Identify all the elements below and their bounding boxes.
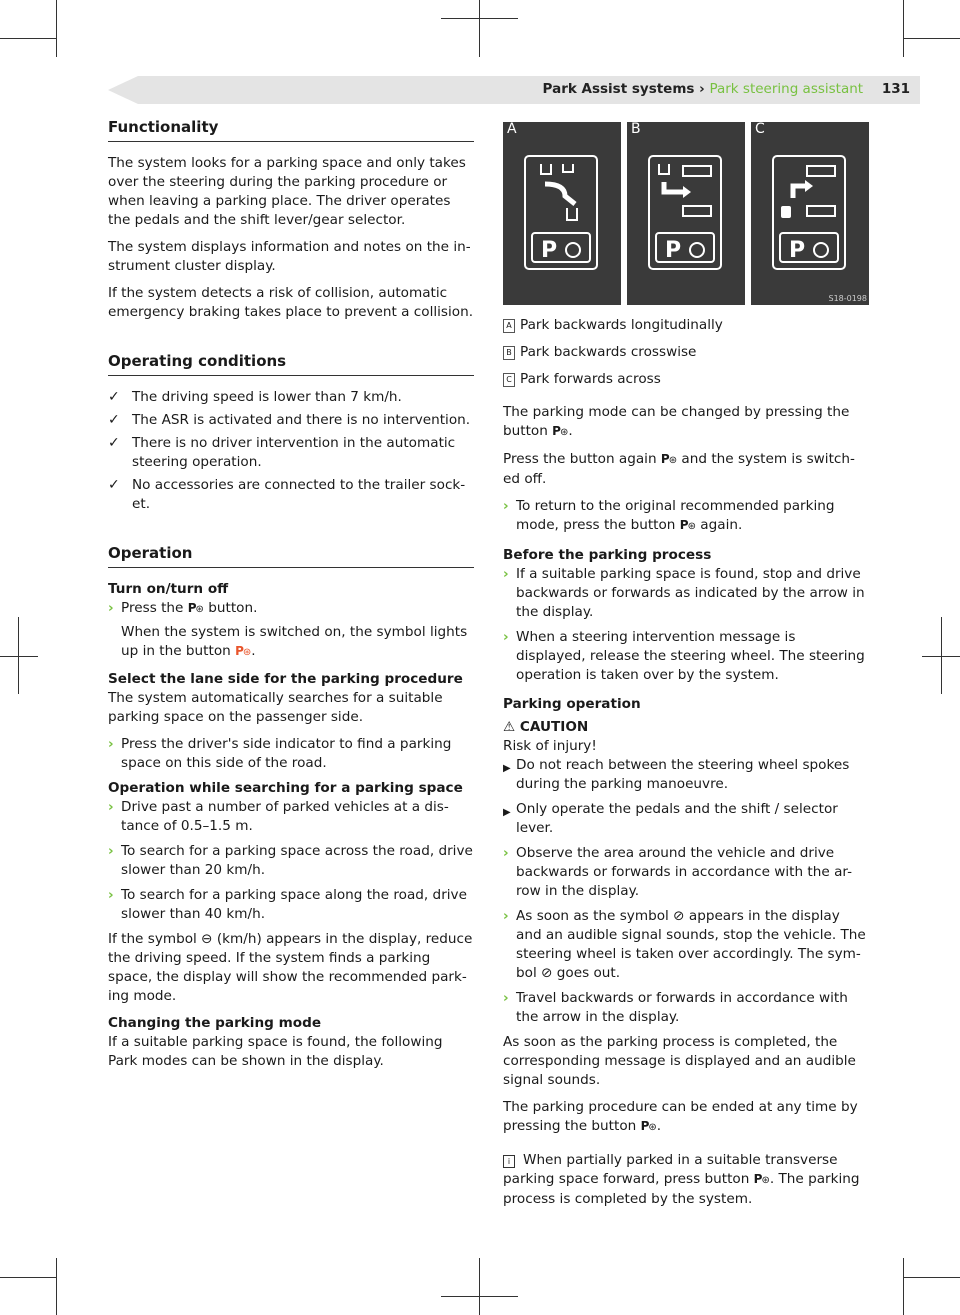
caution-item: ▶ Do not reach between the steering wheel spokes during the parking manoeuvre. — [503, 757, 850, 792]
caution-subtitle: Risk of injury! — [503, 738, 597, 754]
chevron-right-icon: › — [503, 566, 509, 582]
legend-key: C — [503, 373, 515, 387]
chevron-right-icon: › — [108, 600, 114, 616]
figure-panel-c — [751, 122, 869, 305]
steering-wheel-icon: ⊛ — [668, 455, 678, 466]
change-paragraph: If a suitable parking space is found, the following Park modes can be shown in the display. — [108, 1034, 443, 1069]
end-paragraph: The parking procedure can be ended at any time by pressing the button P⊛. — [503, 1099, 858, 1134]
parking-title: Parking operation — [503, 696, 641, 712]
svg-text:P: P — [665, 238, 682, 263]
figure-label-a: A — [507, 121, 517, 137]
breadcrumb-separator: › — [699, 81, 705, 97]
warning-triangle-icon: ⚠ — [503, 719, 516, 735]
crop-mark — [0, 1277, 57, 1278]
chevron-right-icon: › — [108, 799, 114, 815]
park-button-icon: P — [235, 644, 243, 658]
park-button-icon: P — [753, 1172, 762, 1186]
functionality-p2: The system displays information and notes on the in-strument cluster display. — [108, 239, 471, 274]
steering-wheel-icon: ⊛ — [242, 647, 252, 658]
chevron-right-icon: › — [108, 887, 114, 903]
complete-paragraph: As soon as the parking process is completed, the corresponding message is displayed and an audible signal sounds. — [503, 1034, 856, 1088]
note-paragraph: i When partially parked in a suitable transverse parking space forward, press button P⊛. The parking process is completed by the system. — [503, 1152, 860, 1207]
turn-title: Turn on/turn off — [108, 581, 229, 597]
chevron-right-icon: › — [503, 845, 509, 861]
crop-mark — [56, 0, 57, 57]
svg-text:P: P — [541, 238, 558, 263]
crop-mark — [903, 0, 904, 57]
figure-panel-a — [503, 122, 621, 305]
page-number: 131 — [881, 81, 910, 97]
legend-item: B Park backwards crosswise — [503, 343, 869, 362]
functionality-p3: If the system detects a risk of collision, automatic emergency braking takes place to prevent a collision. — [108, 285, 474, 320]
check-icon: ✓ — [108, 435, 120, 451]
turn-bullet: › Press the P⊛ button. — [108, 599, 474, 619]
search-bullet: › To search for a parking space across the road, drive slower than 20 km/h. — [108, 843, 473, 878]
header-subsection: Park steering assistant — [709, 81, 864, 97]
check-icon: ✓ — [108, 412, 120, 428]
caution-title: ⚠ CAUTION — [503, 719, 589, 735]
crop-mark — [903, 38, 960, 39]
chevron-right-icon: › — [108, 843, 114, 859]
lane-paragraph: The system automatically searches for a suitable parking space on the passenger side. — [108, 690, 443, 725]
condition-item: ✓ The ASR is activated and there is no intervention. — [108, 412, 471, 428]
legend-item: C Park forwards across — [503, 370, 869, 389]
legend-item: A Park backwards longitudinally — [503, 316, 869, 335]
crop-mark — [903, 1258, 904, 1315]
crop-mark — [479, 0, 480, 57]
search-bullet: › To search for a parking space along the road, drive slower than 40 km/h. — [108, 887, 467, 922]
park-button-icon: P — [552, 424, 560, 438]
crop-mark — [0, 656, 38, 657]
observe-bullet: › Observe the area around the vehicle and drive backwards or forwards in accordance with the ar-row in the display. — [503, 845, 853, 899]
switched-note: When the system is switched on, the symbol lights up in the button P⊛. — [121, 624, 468, 659]
before-title: Before the parking process — [503, 547, 712, 563]
steering-wheel-icon: ⊛ — [648, 1122, 657, 1133]
change-title: Changing the parking mode — [108, 1015, 322, 1031]
operation-heading: Operation — [108, 544, 474, 568]
crop-mark — [441, 18, 518, 19]
crop-mark — [903, 1277, 960, 1278]
crop-mark — [922, 656, 960, 657]
functionality-heading: Functionality — [108, 118, 474, 142]
park-forwards-across-diagram — [751, 122, 869, 305]
legend-key: B — [503, 346, 515, 360]
travel-bullet: › Travel backwards or forwards in accordance with the arrow in the display. — [503, 990, 848, 1025]
functionality-p1: The system looks for a parking space and only takes over the steering during the parking procedure or when leaving a parking place. The driver operates the pedals and the shift lever/gear selector. — [108, 155, 466, 228]
figure-label-c: C — [755, 121, 765, 137]
park-button-icon: P — [660, 452, 669, 466]
again-paragraph: Press the button again P⊛ and the system is switch-ed off. — [503, 451, 855, 487]
condition-item: ✓ There is no driver intervention in the automatic steering operation. — [108, 435, 456, 470]
steering-wheel-icon: ⊛ — [687, 521, 696, 532]
chevron-right-icon: › — [503, 908, 509, 924]
lane-title: Select the lane side for the parking procedure — [108, 671, 463, 687]
search-bullet: › Drive past a number of parked vehicles at a dis-tance of 0.5–1.5 m. — [108, 799, 449, 834]
chevron-right-icon: › — [503, 629, 509, 645]
chevron-right-icon: › — [108, 736, 114, 752]
figure-panel-b — [627, 122, 745, 305]
condition-item: ✓ No accessories are connected to the trailer sock-et. — [108, 477, 466, 512]
check-icon: ✓ — [108, 389, 120, 405]
triangle-bullet-icon: ▶ — [503, 763, 511, 774]
left-column — [108, 118, 474, 1079]
crop-mark — [479, 1258, 480, 1315]
park-button-icon: P — [640, 1119, 649, 1133]
park-button-icon: P — [679, 518, 688, 532]
chevron-right-icon: › — [503, 498, 509, 514]
hands-off-icon: ⊘ — [673, 908, 685, 924]
before-bullet: › When a steering intervention message is displayed, release the steering wheel. The steering operation is taken over by the system. — [503, 629, 865, 683]
steering-wheel-icon: ⊛ — [761, 1175, 770, 1186]
park-backwards-crosswise-diagram — [627, 122, 745, 305]
park-button-icon: P — [187, 601, 196, 615]
mode-paragraph: The parking mode can be changed by pressing the button P⊛. — [503, 404, 850, 439]
before-bullet: › If a suitable parking space is found, stop and drive backwards or forwards as indicated by the arrow in the display. — [503, 566, 865, 620]
legend-key: A — [503, 319, 515, 333]
right-column — [503, 316, 869, 1217]
lane-bullet: › Press the driver's side indicator to find a parking space on this side of the road. — [108, 736, 452, 771]
hands-off-icon: ⊘ — [541, 965, 553, 981]
soon-bullet: › As soon as the symbol ⊘ appears in the display and an audible signal sounds, stop the vehicle. The steering wheel is taken over accordingly. The sym-bol ⊘ goes out. — [503, 908, 866, 981]
park-modes-figure — [503, 122, 869, 305]
crop-mark — [56, 1258, 57, 1315]
header-section: Park Assist systems — [542, 81, 695, 97]
chevron-right-icon: › — [503, 990, 509, 1006]
svg-text:P: P — [789, 238, 806, 263]
info-note-icon: i — [503, 1155, 515, 1168]
figure-code: S18-0198 — [828, 294, 867, 303]
conditions-heading: Operating conditions — [108, 352, 474, 376]
figure-label-b: B — [631, 121, 641, 137]
crop-mark — [441, 1296, 518, 1297]
page-header — [543, 81, 910, 97]
caution-item: ▶ Only operate the pedals and the shift / selector lever. — [503, 801, 838, 836]
triangle-bullet-icon: ▶ — [503, 807, 511, 818]
return-bullet: › To return to the original recommended parking mode, press the button P⊛ again. — [503, 497, 869, 536]
condition-item: ✓ The driving speed is lower than 7 km/h. — [108, 389, 402, 405]
check-icon: ✓ — [108, 477, 120, 493]
symbol-paragraph: If the symbol ⊖ (km/h) appears in the display, reduce the driving speed. If the system finds a parking space, the display will show the recommended park-ing mode. — [108, 931, 473, 1004]
steering-wheel-icon: ⊛ — [559, 427, 569, 438]
crop-mark — [0, 38, 57, 39]
steering-wheel-icon: ⊛ — [195, 604, 204, 615]
search-title: Operation while searching for a parking space — [108, 780, 463, 796]
caution-box — [503, 718, 869, 838]
park-backwards-longitudinal-diagram — [503, 122, 621, 305]
